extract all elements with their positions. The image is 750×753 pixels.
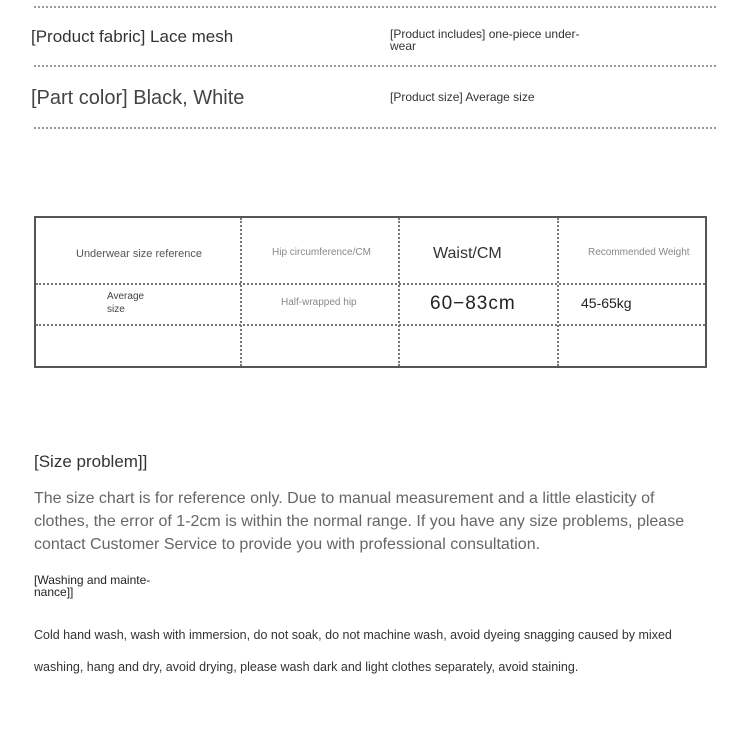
- part-color: [Part color] Black, White: [31, 87, 245, 109]
- size-problem-body: The size chart is for reference only. Due to manual measurement and a little elasticity of clothes, the error of 1-2cm is within the normal range. If you have any size problems, please contact Customer Service to provide you with professional consultation.: [34, 490, 685, 553]
- product-size: [Product size] Average size: [390, 90, 535, 104]
- size-table: [34, 216, 707, 368]
- washing-line-1: Cold hand wash, wash with immersion, do not soak, do not machine wash, avoid dyeing snagging caused by mixed: [34, 628, 672, 642]
- table-row-divider: [36, 283, 705, 285]
- washing-line-2: washing, hang and dry, avoid drying, please wash dark and light clothes separately, avoid staining.: [34, 660, 579, 674]
- product-includes-line2: wear: [390, 39, 417, 53]
- table-header-weight: Recommended Weight: [588, 247, 690, 258]
- table-column-divider: [240, 218, 242, 366]
- table-cell-size-line1: Average: [107, 291, 145, 302]
- size-problem-title: [Size problem]]: [34, 452, 148, 471]
- product-includes-line1: [Product includes] one-piece under-: [390, 27, 580, 41]
- table-header-hip: Hip circumference/CM: [272, 247, 371, 258]
- spec-divider-2: [34, 127, 716, 129]
- top-divider: [34, 6, 716, 8]
- table-cell-weight: 45-65kg: [581, 295, 632, 311]
- table-header-waist: Waist/CM: [433, 245, 502, 262]
- table-column-divider: [398, 218, 400, 366]
- washing-title-line1: [Washing and mainte-: [34, 573, 151, 587]
- product-fabric: [Product fabric] Lace mesh: [31, 27, 234, 46]
- spec-divider-1: [34, 65, 716, 67]
- table-cell-hip: Half-wrapped hip: [281, 297, 357, 308]
- table-header-size-reference: Underwear size reference: [76, 248, 202, 260]
- table-cell-waist: 60−83cm: [430, 293, 516, 314]
- washing-title: [34, 574, 150, 598]
- table-row-divider: [36, 324, 705, 326]
- table-cell-size-line2: size: [107, 304, 125, 315]
- table-cell-size: [107, 290, 144, 316]
- washing-title-line2: nance]]: [34, 585, 74, 599]
- table-column-divider: [557, 218, 559, 366]
- product-includes: [390, 28, 579, 52]
